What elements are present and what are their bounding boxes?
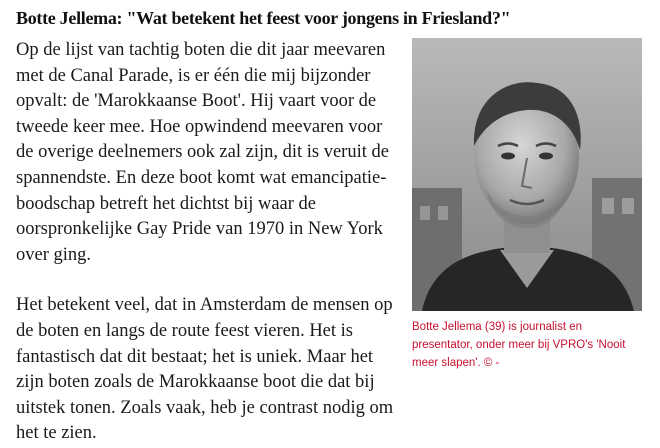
caption-line: Botte Jellema (39) is journalist en [412, 321, 583, 333]
text-line: de boten en langs de route feest vieren. Het is [16, 320, 353, 341]
portrait-icon [412, 38, 642, 311]
text-line: de overige deelnemers ook zal zijn, dit is veruit de [16, 142, 389, 163]
paragraph-1 [16, 38, 410, 268]
portrait-photo [412, 38, 642, 311]
caption-line: meer slapen'. © - [412, 357, 500, 369]
text-line: boodschap betreft het dichtst bij waar de [16, 193, 317, 214]
text-line: fantastisch dat dit bestaat; het is uniek. Maar het [16, 346, 374, 367]
caption-line: presentator, onder meer bij VPRO's 'Nooit [412, 339, 626, 351]
text-line: opvalt: de 'Marokkaanse Boot'. Hij vaart voor de [16, 91, 377, 112]
photo-caption [412, 318, 644, 372]
text-line: Het betekent veel, dat in Amsterdam de mensen op [16, 295, 393, 316]
text-line: Op de lijst van tachtig boten die dit jaar meevaren [16, 40, 386, 60]
paragraph-2 [16, 293, 410, 447]
text-line: zijn boten zoals de Marokkaanse boot die dat bij [16, 372, 375, 393]
text-line: met de Canal Parade, is er één die mij bijzonder [16, 65, 371, 86]
text-line: uitstek tonen. Zoals vaak, heb je contrast nodig om [16, 397, 394, 418]
text-line: het te zien. [16, 423, 97, 444]
text-line: over ging. [16, 244, 92, 265]
text-line: oorspronkelijke Gay Pride van 1970 in New York [16, 219, 383, 240]
text-line: spannendste. En deze boot komt wat emancipatie- [16, 167, 387, 188]
text-line: tweede keer mee. Hoe opwindend meevaren voor [16, 116, 383, 137]
article-headline: Botte Jellema: "Wat betekent het feest voor jongens in Friesland?" [16, 8, 511, 28]
article-body [16, 38, 410, 447]
